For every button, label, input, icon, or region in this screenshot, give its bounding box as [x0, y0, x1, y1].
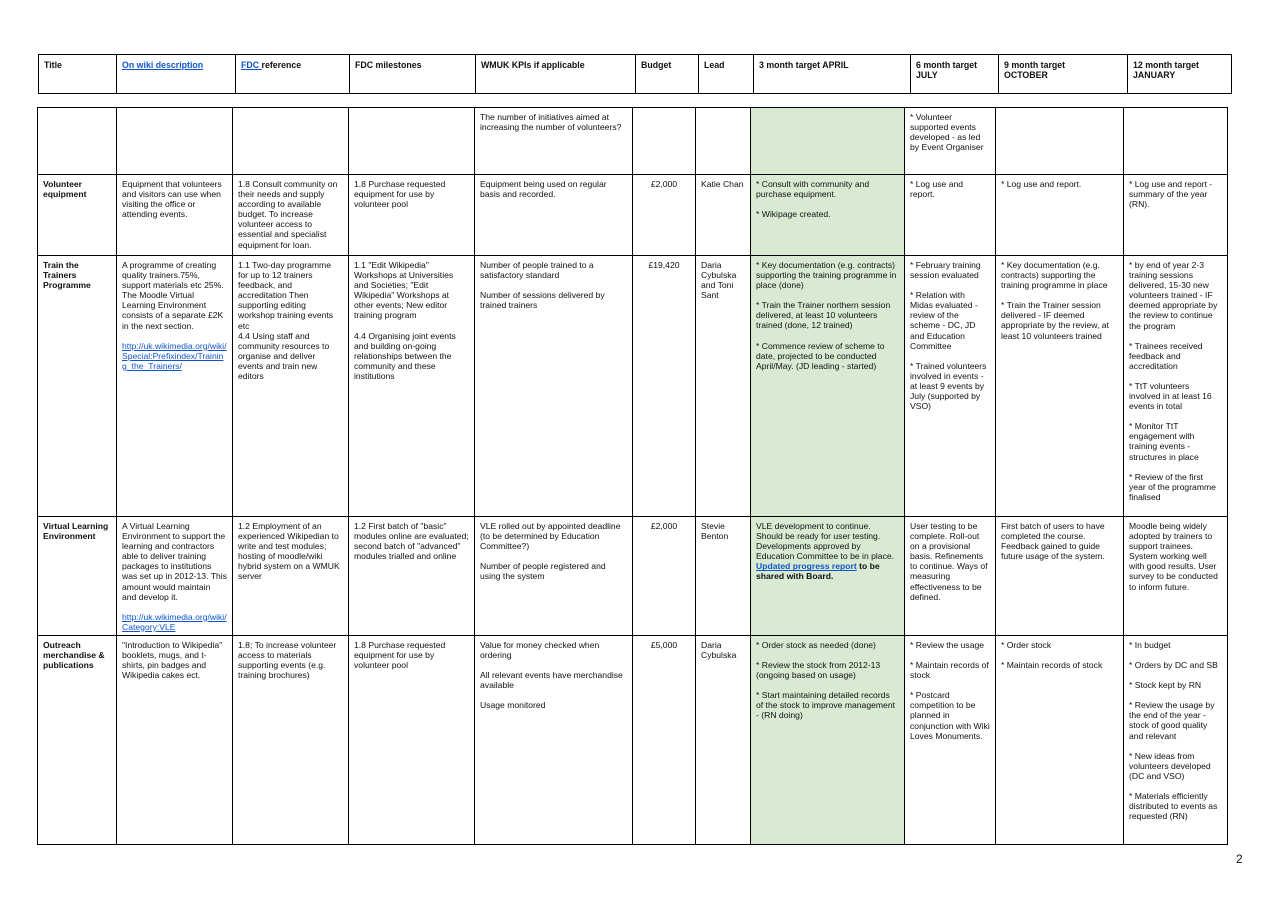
- cell-kpis: [475, 256, 633, 517]
- cell-t3: [751, 256, 905, 517]
- cell-title: Train the Trainers Programme: [38, 256, 117, 517]
- cell-paragraph: * Log use and report - summary of the year (RN).: [1129, 179, 1213, 210]
- cell-paragraph: Number of people trained to a satisfactory standard: [480, 260, 594, 281]
- cell-ref: 1.8 Consult community on their needs and supply according to available budget. To increase volunteer access to essential and specialist equipment for loan.: [233, 175, 349, 256]
- table-row: [38, 256, 1228, 517]
- cell-title: [38, 108, 117, 175]
- cell-milestones: [349, 635, 475, 844]
- cell-t6: [905, 108, 996, 175]
- cell-budget: £2,000: [633, 517, 696, 636]
- cell-t9: [996, 175, 1124, 256]
- progress-report-link[interactable]: Updated progress report: [756, 561, 857, 572]
- cell-paragraph: * Orders by DC and SB: [1129, 660, 1218, 671]
- cell-paragraph: * Order stock: [1001, 639, 1052, 650]
- cell-t3: [751, 635, 905, 844]
- cell-paragraph: * New ideas from volunteers developed (DC and VSO): [1129, 750, 1211, 781]
- cell-kpis: [475, 517, 633, 636]
- cell-paragraph: Equipment being used on regular basis and recorded.: [480, 179, 607, 200]
- cell-paragraph: * TtT volunteers involved in at least 16 events in total: [1129, 380, 1212, 412]
- cell-t12: [1124, 635, 1228, 844]
- cell-t6: [905, 517, 996, 636]
- cell-paragraph: * Key documentation (e.g. contracts) supporting the training programme in place: [1001, 260, 1108, 291]
- cell-paragraph: * Review the usage: [910, 639, 985, 650]
- cell-paragraph: Number of people registered and using the system: [480, 561, 606, 582]
- cell-paragraph: Usage monitored: [480, 700, 546, 711]
- cell-paragraph: * Commence review of scheme to date, projected to be conducted April/May. (JD leading - started): [756, 340, 885, 371]
- cell-t6: [905, 175, 996, 256]
- cell-paragraph: * Trained volunteers involved in events - at least 9 events by July (supported by VSO): [910, 360, 987, 412]
- wiki-link[interactable]: http://uk.wikimedia.org/wiki/Category:VLE: [122, 611, 227, 632]
- cell-lead: Stevie Benton: [696, 517, 751, 636]
- cell-milestones: [349, 517, 475, 636]
- cell-paragraph: * Start maintaining detailed records of the stock to improve management - (RN doing): [756, 690, 896, 721]
- targets-table: [37, 107, 1228, 845]
- cell-kpis: [475, 635, 633, 844]
- cell-paragraph: * Key documentation (e.g. contracts) supporting the training programme in place (done): [756, 260, 897, 291]
- header-12-month: 12 month target JANUARY: [1128, 55, 1232, 94]
- cell-title: Outreach merchandise & publications: [38, 635, 117, 844]
- header-title: Title: [39, 55, 117, 94]
- cell-paragraph: Moodle being widely adopted by trainers to support trainees. System working well with good results. User survey to be conducted to inform future.: [1129, 521, 1218, 592]
- cell-t9: [996, 635, 1124, 844]
- wiki-link[interactable]: http://uk.wikimedia.org/wiki/Special:Prefixindex/Training_the_Trainers/: [122, 340, 227, 371]
- header-milestones: FDC milestones: [350, 55, 476, 94]
- header-6-month: 6 month target JULY: [911, 55, 999, 94]
- cell-paragraph: * Monitor TtT engagement with training events - structures in place: [1129, 421, 1199, 462]
- cell-title: Volunteer equipment: [38, 175, 117, 256]
- header-kpis: WMUK KPIs if applicable: [476, 55, 636, 94]
- cell-paragraph: * Consult with community and purchase equipment.: [756, 179, 870, 200]
- cell-paragraph: 1.2 First batch of "basic" modules online are evaluated; second batch of "advanced" modules trialled and online: [354, 521, 469, 562]
- header-fdc-reference: FDC reference: [236, 55, 350, 94]
- cell-t12: [1124, 256, 1228, 517]
- cell-paragraph: * Order stock as needed (done): [756, 639, 876, 650]
- table-row: [38, 635, 1228, 844]
- cell-paragraph: * by end of year 2-3 training sessions delivered, 15-30 new volunteers trained - IF deemed appropriate by the review to continue the program: [1129, 260, 1218, 331]
- cell-kpis: [475, 108, 633, 175]
- cell-paragraph: 1.8 Purchase requested equipment for use by volunteer pool: [354, 179, 446, 210]
- cell-lead: [696, 108, 751, 175]
- cell-desc: A programme of creating quality trainers.75%, support materials etc 25%. The Moodle Virtual Learning Environment consists of a separate £2K in the next section. http://uk.wikimedia.org/wiki/Special:Prefixindex/Training_the_Trainers/: [117, 256, 233, 517]
- cell-paragraph: * Materials efficiently distributed to events as requested (RN): [1129, 790, 1218, 822]
- cell-budget: [633, 108, 696, 175]
- header-9-month: 9 month target OCTOBER: [999, 55, 1128, 94]
- page-number: 2: [1236, 852, 1243, 866]
- cell-t9: [996, 517, 1124, 636]
- cell-kpis: [475, 175, 633, 256]
- header-lead: Lead: [699, 55, 754, 94]
- cell-t3: [751, 108, 905, 175]
- cell-paragraph: * Relation with Midas evaluated - review of the scheme - DC, JD and Education Committee: [910, 290, 978, 351]
- cell-milestones: [349, 108, 475, 175]
- cell-paragraph: * Maintain records of stock: [910, 660, 989, 681]
- cell-lead: Katie Chan: [696, 175, 751, 256]
- cell-budget: £19,420: [633, 256, 696, 517]
- cell-budget: £5,000: [633, 635, 696, 844]
- cell-title: Virtual Learning Environment: [38, 517, 117, 636]
- cell-paragraph: * Maintain records of stock: [1001, 660, 1103, 671]
- cell-ref: [233, 108, 349, 175]
- cell-paragraph: * Log use and report.: [1001, 179, 1082, 189]
- cell-paragraph: Value for money checked when ordering: [480, 639, 600, 661]
- cell-budget: £2,000: [633, 175, 696, 256]
- cell-t9: [996, 256, 1124, 517]
- cell-t3: [751, 175, 905, 256]
- fdc-link[interactable]: FDC: [241, 60, 262, 70]
- cell-paragraph: * Volunteer supported events developed - as led by Event Organiser: [910, 112, 984, 153]
- cell-paragraph: * Review the usage by the end of the year - stock of good quality and relevant: [1129, 700, 1215, 741]
- cell-lead: Daria Cybulska and Toni Sant: [696, 256, 751, 517]
- cell-paragraph: Number of sessions delivered by trained trainers: [480, 290, 605, 311]
- cell-ref: 1.1 Two-day programme for up to 12 trainers feedback, and accreditation Then supporting editing workshop training events etc 4.4 Using staff and community resources to organise and deliver events and train new editors: [233, 256, 349, 517]
- cell-desc: "Introduction to Wikipedia" booklets, mugs, and t-shirts, pin badges and Wikipedia cakes ect.: [117, 635, 233, 844]
- cell-paragraph: * Log use and report.: [910, 179, 964, 200]
- cell-desc: Equipment that volunteers and visitors can use when visiting the office or attending events.: [117, 175, 233, 256]
- cell-t3: VLE development to continue. Should be ready for user testing. Developments approved by Education Committee to be in place. Updated progress report to be shared with Board.: [751, 517, 905, 636]
- cell-t9: [996, 108, 1124, 175]
- cell-ref: 1.2 Employment of an experienced Wikipedian to write and test modules; hosting of moodle/wiki hybrid system on a WMUK server: [233, 517, 349, 636]
- cell-t12: [1124, 175, 1228, 256]
- cell-paragraph: 1.1 "Edit Wikipedia" Workshops at Universities and Societies; "Edit Wikipedia" Workshops at other events; New editor training program: [354, 260, 454, 321]
- header-row: [39, 55, 1232, 94]
- cell-paragraph: * Wikipage created.: [756, 209, 831, 220]
- table-body: [38, 108, 1228, 845]
- cell-paragraph: VLE rolled out by appointed deadline (to be determined by Education Committee?): [480, 521, 621, 552]
- cell-desc: [117, 108, 233, 175]
- cell-t6: [905, 635, 996, 844]
- cell-paragraph: * Postcard competition to be planned in conjunction with Wiki Loves Monuments.: [910, 690, 990, 741]
- cell-t12: [1124, 517, 1228, 636]
- cell-t12: [1124, 108, 1228, 175]
- cell-milestones: [349, 175, 475, 256]
- cell-paragraph: * Train the Trainer session delivered - IF deemed appropriate by the review, at least 10 volunteers trained: [1001, 300, 1109, 341]
- cell-ref: 1.8; To increase volunteer access to materials supporting events (e.g. training brochures): [233, 635, 349, 844]
- cell-desc: A Virtual Learning Environment to support the learning and contractors able to deliver training packages to institutions was set up in 2012-13. This amount would maintain and develop it. http://uk.wikimedia.org/wiki/Category:VLE: [117, 517, 233, 636]
- cell-paragraph: * Review of the first year of the programme finalised: [1129, 471, 1216, 502]
- cell-paragraph: 4.4 Organising joint events and building on-going relationships between the community and these institutions: [354, 330, 456, 381]
- cell-milestones: [349, 256, 475, 517]
- cell-paragraph: User testing to be complete. Roll-out on a provisional basis. Refinements to continue. Ways of measuring effectiveness to be defined.: [910, 521, 988, 602]
- table-row: [38, 517, 1228, 636]
- cell-paragraph: * Trainees received feedback and accreditation: [1129, 340, 1203, 371]
- cell-paragraph: * February training session evaluated: [910, 260, 981, 281]
- table-row: [38, 108, 1228, 175]
- header-budget: Budget: [636, 55, 699, 94]
- cell-paragraph: First batch of users to have completed the course. Feedback gained to guide future usage of the system.: [1001, 521, 1105, 562]
- header-description: [117, 55, 236, 94]
- header-3-month: 3 month target APRIL: [754, 55, 911, 94]
- cell-paragraph: * Train the Trainer northern session delivered, at least 10 volunteers trained (done, 12 trained): [756, 300, 891, 331]
- table-row: [38, 175, 1228, 256]
- cell-paragraph: 1.8 Purchase requested equipment for use by volunteer pool: [354, 639, 446, 671]
- cell-lead: Daria Cybulska: [696, 635, 751, 844]
- on-wiki-description-link[interactable]: On wiki description: [122, 60, 204, 70]
- cell-paragraph: * Stock kept by RN: [1129, 680, 1202, 691]
- cell-t6: [905, 256, 996, 517]
- cell-paragraph: * In budget: [1129, 639, 1171, 650]
- cell-paragraph: All relevant events have merchandise available: [480, 670, 623, 691]
- header-table: [38, 54, 1232, 94]
- cell-paragraph: The number of initiatives aimed at increasing the number of volunteers?: [480, 112, 622, 133]
- cell-paragraph: * Review the stock from 2012-13 (ongoing based on usage): [756, 660, 881, 681]
